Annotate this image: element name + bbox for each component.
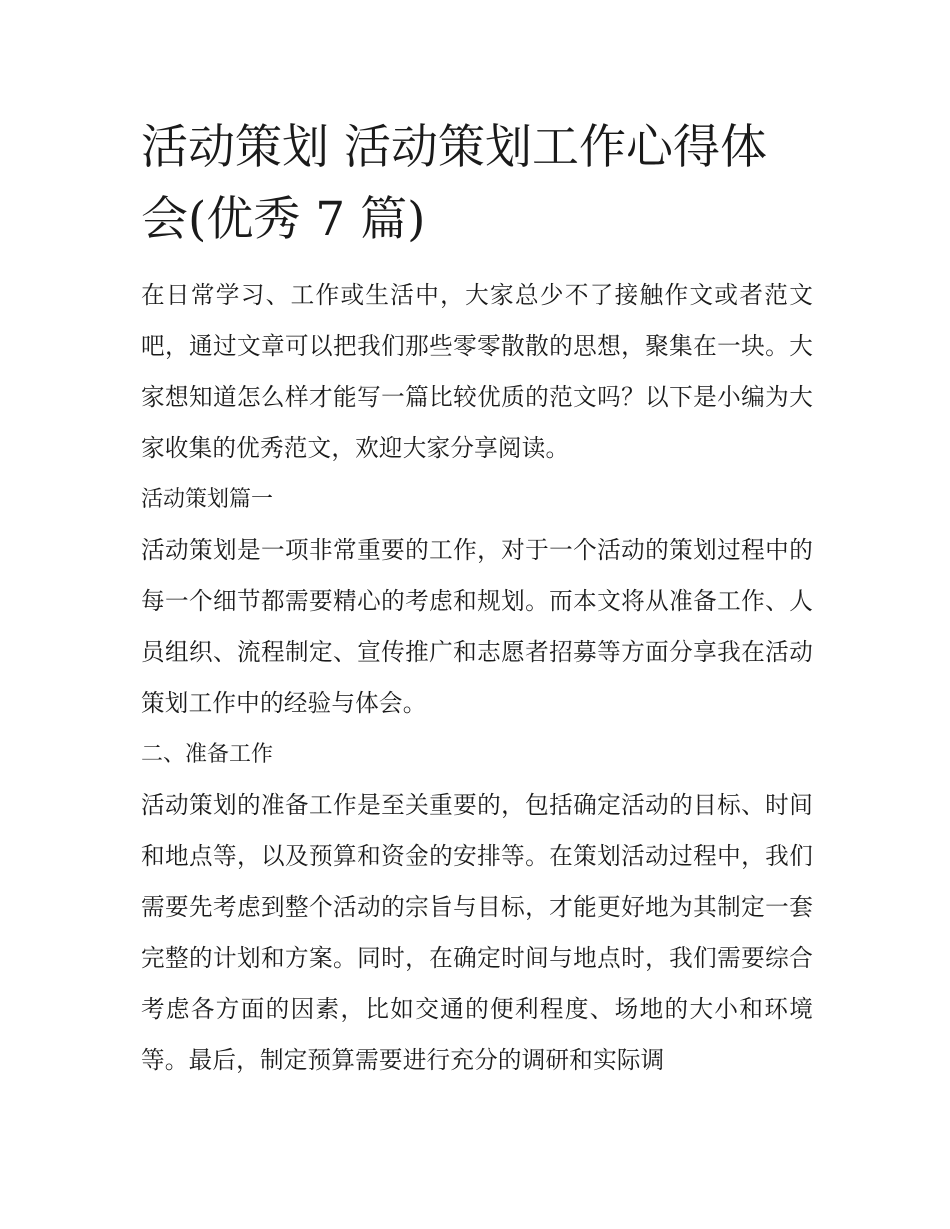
- preparation-paragraph: 活动策划的准备工作是至关重要的，包括确定活动的目标、时间和地点等，以及预算和资金的安排等。在策划活动过程中，我们需要先考虑到整个活动的宗旨与目标，才能更好地为其制定一套完整的计划和方案。同时，在确定时间与地点时，我们需要综合考虑各方面的因素，比如交通的便利程度、场地的大小和环境等。最后，制定预算需要进行充分的调研和实际调: [141, 791, 813, 1074]
- section-heading-part-one: 活动策划篇一: [141, 487, 274, 512]
- document-body: [141, 270, 813, 1086]
- document-page: [141, 112, 813, 1086]
- section-heading-preparation: 二、准备工作: [141, 742, 274, 767]
- part-one-paragraph: 活动策划是一项非常重要的工作，对于一个活动的策划过程中的每一个细节都需要精心的考虑和规划。而本文将从准备工作、人员组织、流程制定、宣传推广和志愿者招募等方面分享我在活动策划工作中的经验与体会。: [141, 536, 813, 717]
- document-title: 活动策划 活动策划工作心得体会(优秀 7 篇): [141, 120, 767, 247]
- intro-paragraph: 在日常学习、工作或生活中，大家总少不了接触作文或者范文吧，通过文章可以把我们那些零零散散的思想，聚集在一块。大家想知道怎么样才能写一篇比较优质的范文吗？以下是小编为大家收集的优秀范文，欢迎大家分享阅读。: [141, 281, 813, 462]
